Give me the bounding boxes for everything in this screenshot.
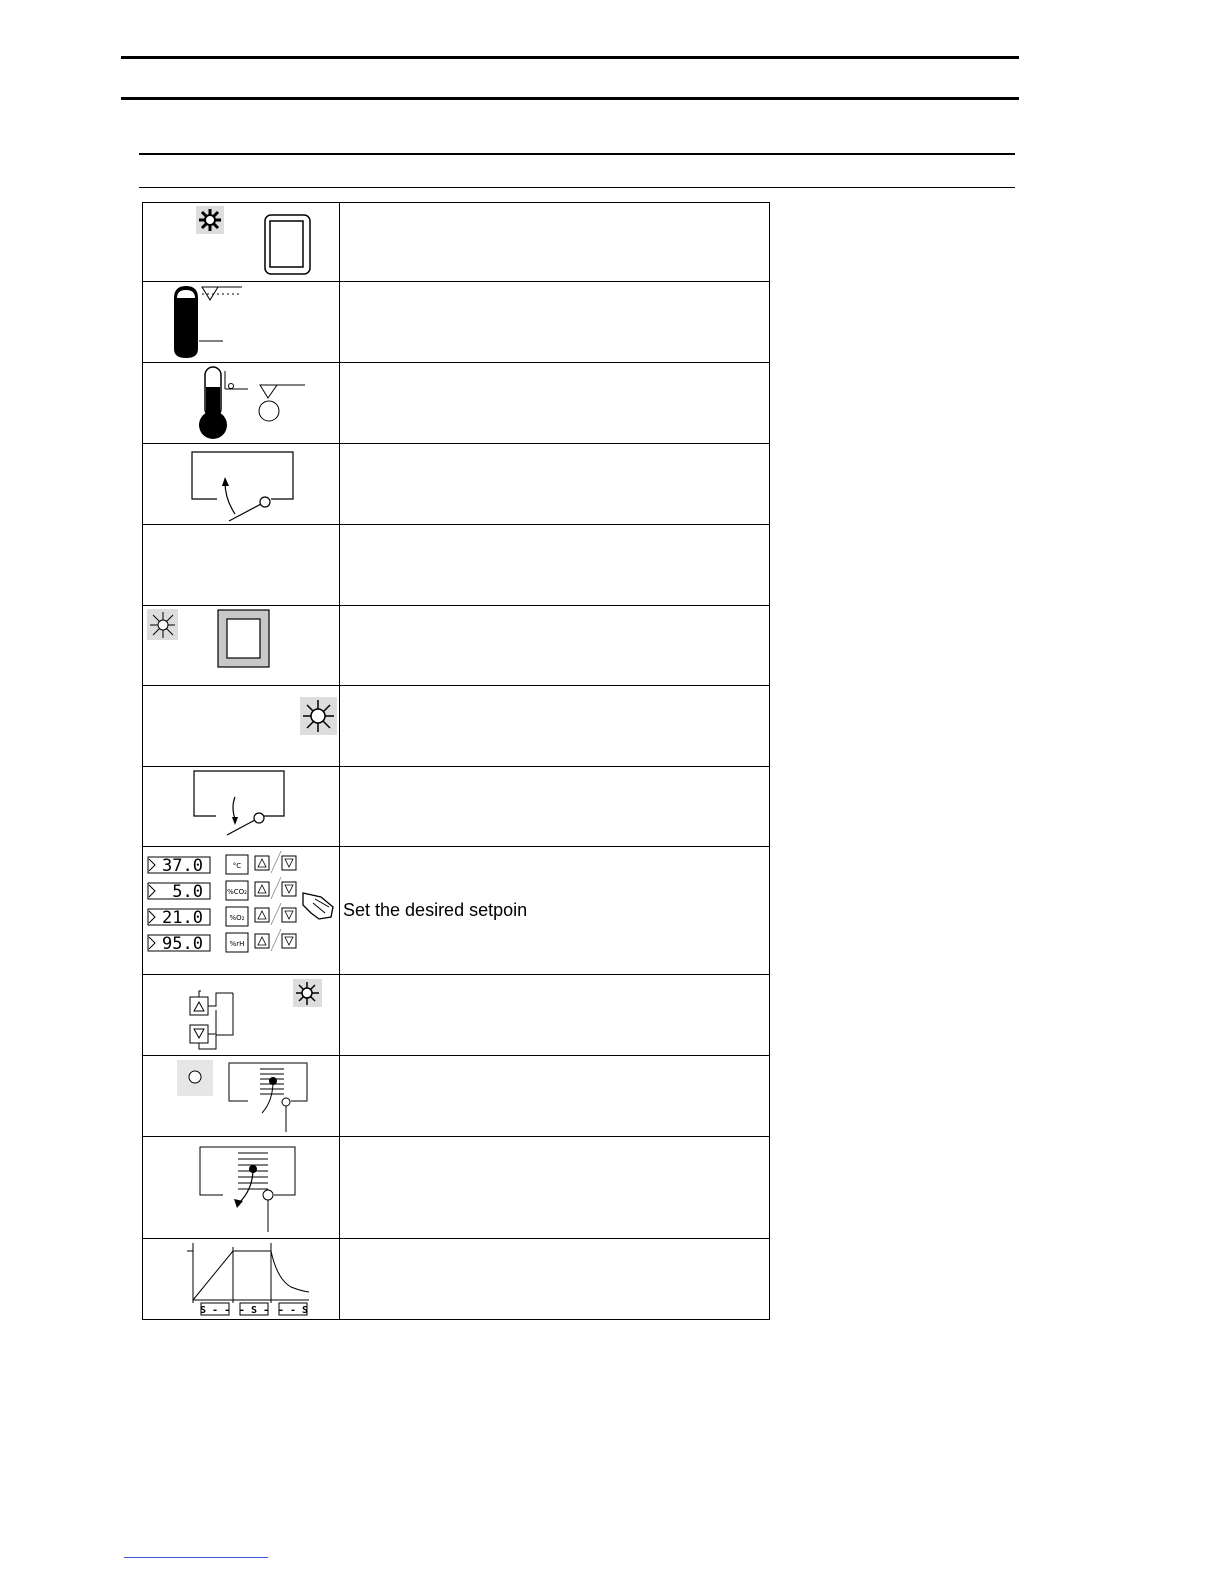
down-key: [282, 882, 296, 896]
setpoint-value: 37.0: [162, 856, 203, 876]
step-icon-cell: [143, 1239, 340, 1320]
step-text: [340, 686, 770, 767]
setpoint-row: [148, 851, 296, 876]
step-text: [340, 767, 770, 847]
step-text: [340, 606, 770, 686]
procedure-table: [142, 202, 770, 1320]
step-text: [340, 1056, 770, 1137]
setpoint-value: 95.0: [162, 934, 203, 954]
step-icon-cell: [143, 1137, 340, 1239]
step-text: [340, 444, 770, 525]
step-row: [143, 975, 770, 1056]
step-text: [340, 525, 770, 606]
step-text: [340, 975, 770, 1056]
step-text: [340, 1137, 770, 1239]
separator-slash: [271, 851, 281, 873]
unit-label: %O₂: [229, 914, 245, 922]
indicator-light-icon: [143, 686, 339, 766]
thermometer-level-icon: [143, 363, 339, 443]
step-icon-cell: [143, 282, 340, 363]
light-on-door-icon: [143, 203, 339, 281]
svg-text:- S -: - S -: [238, 1305, 270, 1316]
water-level-icon: [143, 282, 339, 362]
step-icon-cell: [143, 1056, 340, 1137]
step-row: [143, 525, 770, 606]
knob-switch-icon: [143, 1056, 339, 1136]
step-icon-cell: [143, 525, 340, 606]
step-row: [143, 686, 770, 767]
unit-label: %rH: [229, 940, 245, 948]
switch-open-icon: [143, 444, 339, 524]
step-icon-cell: [143, 975, 340, 1056]
section-rule-top: [139, 153, 1015, 155]
switch-close-icon: [143, 767, 339, 846]
separator-slash: [271, 877, 281, 899]
setpoint-value: 21.0: [162, 908, 203, 928]
setpoint-row: [148, 877, 296, 902]
segment-label: [239, 1303, 269, 1316]
up-key: [255, 908, 269, 922]
step-row: [143, 1239, 770, 1320]
setpoint-row: [148, 903, 296, 928]
step-icon-cell: [143, 444, 340, 525]
step-row: [143, 203, 770, 282]
step-row: [143, 282, 770, 363]
arrow-keys-light-icon: [143, 975, 339, 1055]
separator-slash: [271, 929, 281, 951]
step-row: [143, 847, 770, 975]
svg-text:- - S: - - S: [277, 1305, 309, 1316]
step-icon-cell: [143, 203, 340, 282]
down-key: [282, 908, 296, 922]
step-row: [143, 606, 770, 686]
up-key: [255, 934, 269, 948]
unit-label: %CO₂: [227, 888, 247, 896]
step-icon-cell: [143, 606, 340, 686]
step-text: [340, 203, 770, 282]
step-text: [340, 1239, 770, 1320]
header-rule-bottom: [121, 97, 1019, 100]
step-row: [143, 1137, 770, 1239]
segment-label: [200, 1303, 230, 1316]
segment-label: [278, 1303, 308, 1316]
step-row: [143, 1056, 770, 1137]
step-icon-cell: [143, 847, 340, 975]
step-icon-cell: [143, 767, 340, 847]
setpoint-value: 5.0: [172, 882, 203, 902]
up-key: [255, 856, 269, 870]
up-key: [255, 882, 269, 896]
step-text: Set the desired setpoin: [340, 847, 770, 975]
step-row: [143, 444, 770, 525]
step-row: [143, 767, 770, 847]
light-off-door-icon: [143, 606, 339, 685]
unit-label: °C: [232, 862, 242, 870]
step-icon-cell: [143, 363, 340, 444]
knob-turn-icon: [143, 1137, 339, 1238]
timer-profile-icon: [143, 1239, 339, 1319]
step-row: [143, 363, 770, 444]
header-rule-top: [121, 56, 1019, 59]
pointing-hand-icon: [303, 893, 333, 919]
footer-link-underline[interactable]: [124, 1557, 268, 1558]
separator-slash: [271, 903, 281, 925]
svg-text:S - -: S - -: [199, 1305, 231, 1316]
step-icon-cell: [143, 686, 340, 767]
setpoint-panel-icon: [143, 847, 339, 974]
step-text: [340, 282, 770, 363]
step-text: [340, 363, 770, 444]
section-rule-bottom: [139, 187, 1015, 188]
down-key: [282, 856, 296, 870]
setpoint-row: [148, 929, 296, 954]
down-key: [282, 934, 296, 948]
